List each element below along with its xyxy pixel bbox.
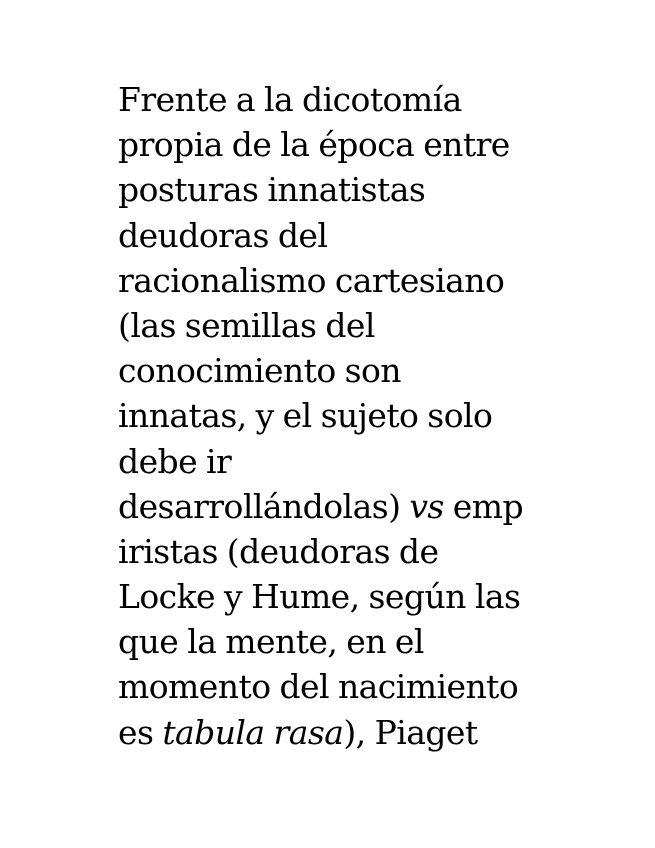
- italic-term-tabula-rasa: tabula rasa: [162, 712, 344, 752]
- text-line-6: (las semillas del: [118, 305, 375, 345]
- paragraph-text: [118, 77, 558, 755]
- text-line-15-before: es: [118, 712, 163, 752]
- text-line-9: debe ir: [118, 441, 232, 481]
- text-line-15: [118, 710, 558, 755]
- text-line-11: iristas (deudoras de: [118, 531, 439, 571]
- text-line-10: [118, 484, 558, 529]
- text-line-2: propia de la época entre: [118, 125, 510, 165]
- text-line-15-after: ), Piaget: [343, 712, 478, 752]
- text-line-14: momento del nacimiento: [118, 667, 519, 707]
- text-line-8: innatas, y el sujeto solo: [118, 396, 493, 436]
- text-line-10-before: desarrollándolas): [118, 486, 410, 526]
- text-line-4: deudoras del: [118, 215, 328, 255]
- text-line-5: racionalismo cartesiano: [118, 260, 505, 300]
- text-line-12: Locke y Hume, según las: [118, 577, 521, 617]
- text-line-13: que la mente, en el: [118, 622, 424, 662]
- italic-term-vs: vs: [409, 486, 444, 526]
- text-line-1: Frente a la dicotomía: [118, 80, 462, 119]
- text-line-10-after: emp: [443, 486, 524, 526]
- text-line-3: posturas innatistas: [118, 170, 426, 210]
- text-line-7: conocimiento son: [118, 351, 402, 391]
